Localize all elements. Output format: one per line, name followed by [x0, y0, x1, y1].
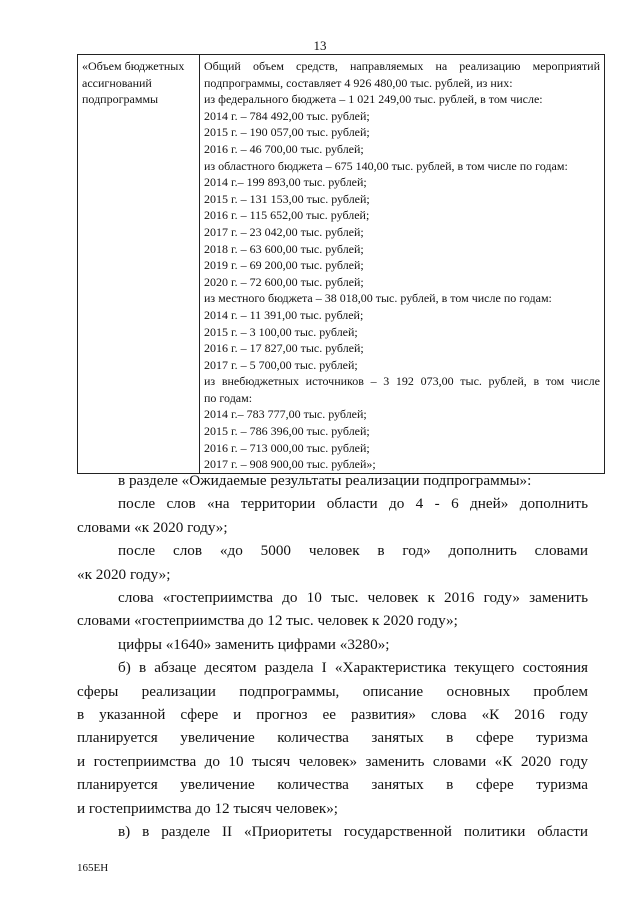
content-line: 2015 г. – 786 396,00 тыс. рублей; — [204, 424, 370, 439]
content-line: 2016 г. – 713 000,00 тыс. рублей; — [204, 440, 370, 455]
body-line: после слов «на территории области до 4 - 6 дней» дополнить — [118, 495, 588, 513]
content-line: 2018 г. – 63 600,00 тыс. рублей; — [204, 241, 364, 256]
body-line: планируется увеличение количества занятых в сфере туризма — [77, 776, 588, 794]
budget-table — [77, 54, 605, 474]
content-line: 2019 г. – 69 200,00 тыс. рублей; — [204, 258, 364, 273]
body-text — [77, 469, 588, 844]
content-line: из федерального бюджета – 1 021 249,00 тыс. рублей, в том числе: — [204, 92, 543, 107]
body-line: в указанной сфере и прогноз ее развития» слова «К 2016 году — [77, 706, 588, 724]
label-line: подпрограммы — [82, 92, 159, 107]
label-line: «Объем бюджетных — [82, 59, 185, 73]
body-line: сферы реализации подпрограммы, описание основных проблем — [77, 682, 588, 700]
content-line: 2016 г. – 46 700,00 тыс. рублей; — [204, 141, 364, 156]
label-cell — [78, 55, 200, 474]
content-line: 2017 г. – 23 042,00 тыс. рублей; — [204, 224, 364, 239]
body-line: словами «гостеприимства до 12 тыс. человек к 2020 году»; — [77, 612, 458, 630]
body-line: в разделе «Ожидаемые результаты реализации подпрограммы»: — [118, 472, 532, 489]
content-line: 2020 г. – 72 600,00 тыс. рублей; — [204, 274, 364, 289]
content-line: 2014 г. – 11 391,00 тыс. рублей; — [204, 307, 364, 322]
body-line: планируется увеличение количества занятых в сфере туризма — [77, 729, 588, 747]
content-line: по годам: — [204, 390, 253, 405]
content-line: Общий объем средств, направляемых на реализацию мероприятий — [204, 59, 600, 73]
content-line: 2014 г. – 784 492,00 тыс. рублей; — [204, 108, 370, 123]
content-line: 2016 г. – 115 652,00 тыс. рублей; — [204, 208, 370, 223]
content-cell — [200, 55, 605, 474]
body-line: после слов «до 5000 человек в год» дополнить словами — [118, 542, 588, 560]
body-line: «к 2020 году»; — [77, 565, 171, 583]
content-line: из областного бюджета – 675 140,00 тыс. рублей, в том числе по годам: — [204, 158, 568, 173]
content-line: 2015 г. – 3 100,00 тыс. рублей; — [204, 324, 358, 339]
content-line: 2017 г. – 5 700,00 тыс. рублей; — [204, 357, 358, 372]
body-line: слова «гостеприимства до 10 тыс. человек к 2016 году» заменить — [118, 589, 588, 607]
content-line: 2014 г.– 783 777,00 тыс. рублей; — [204, 407, 367, 422]
content-line: 2014 г.– 199 893,00 тыс. рублей; — [204, 175, 367, 190]
body-line: словами «к 2020 году»; — [77, 518, 228, 536]
content-line: подпрограммы, составляет 4 926 480,00 тыс. рублей, из них: — [204, 75, 513, 90]
body-line: и гостеприимства до 12 тысяч человек»; — [77, 799, 339, 817]
body-line: и гостеприимства до 10 тысяч человек» заменить словами «К 2020 году — [77, 752, 588, 770]
body-line: цифры «1640» заменить цифрами «3280»; — [118, 635, 390, 653]
label-line: ассигнований — [82, 75, 152, 90]
table-row — [78, 55, 605, 474]
content-line: из внебюджетных источников – 3 192 073,00 тыс. рублей, в том числе — [204, 374, 600, 389]
document-code: 165ЕН — [77, 862, 109, 874]
page-number: 13 — [313, 38, 327, 53]
content-line: 2015 г. – 190 057,00 тыс. рублей; — [204, 125, 370, 140]
content-line: 2017 г. – 908 900,00 тыс. рублей»; — [204, 457, 376, 472]
content-line: из местного бюджета – 38 018,00 тыс. рублей, в том числе по годам: — [204, 291, 552, 306]
content-line: 2016 г. – 17 827,00 тыс. рублей; — [204, 341, 364, 356]
content-line: 2015 г. – 131 153,00 тыс. рублей; — [204, 191, 370, 206]
body-line: в) в разделе II «Приоритеты государственной политики области — [118, 823, 588, 841]
body-line: б) в абзаце десятом раздела I «Характеристика текущего состояния — [118, 659, 588, 677]
